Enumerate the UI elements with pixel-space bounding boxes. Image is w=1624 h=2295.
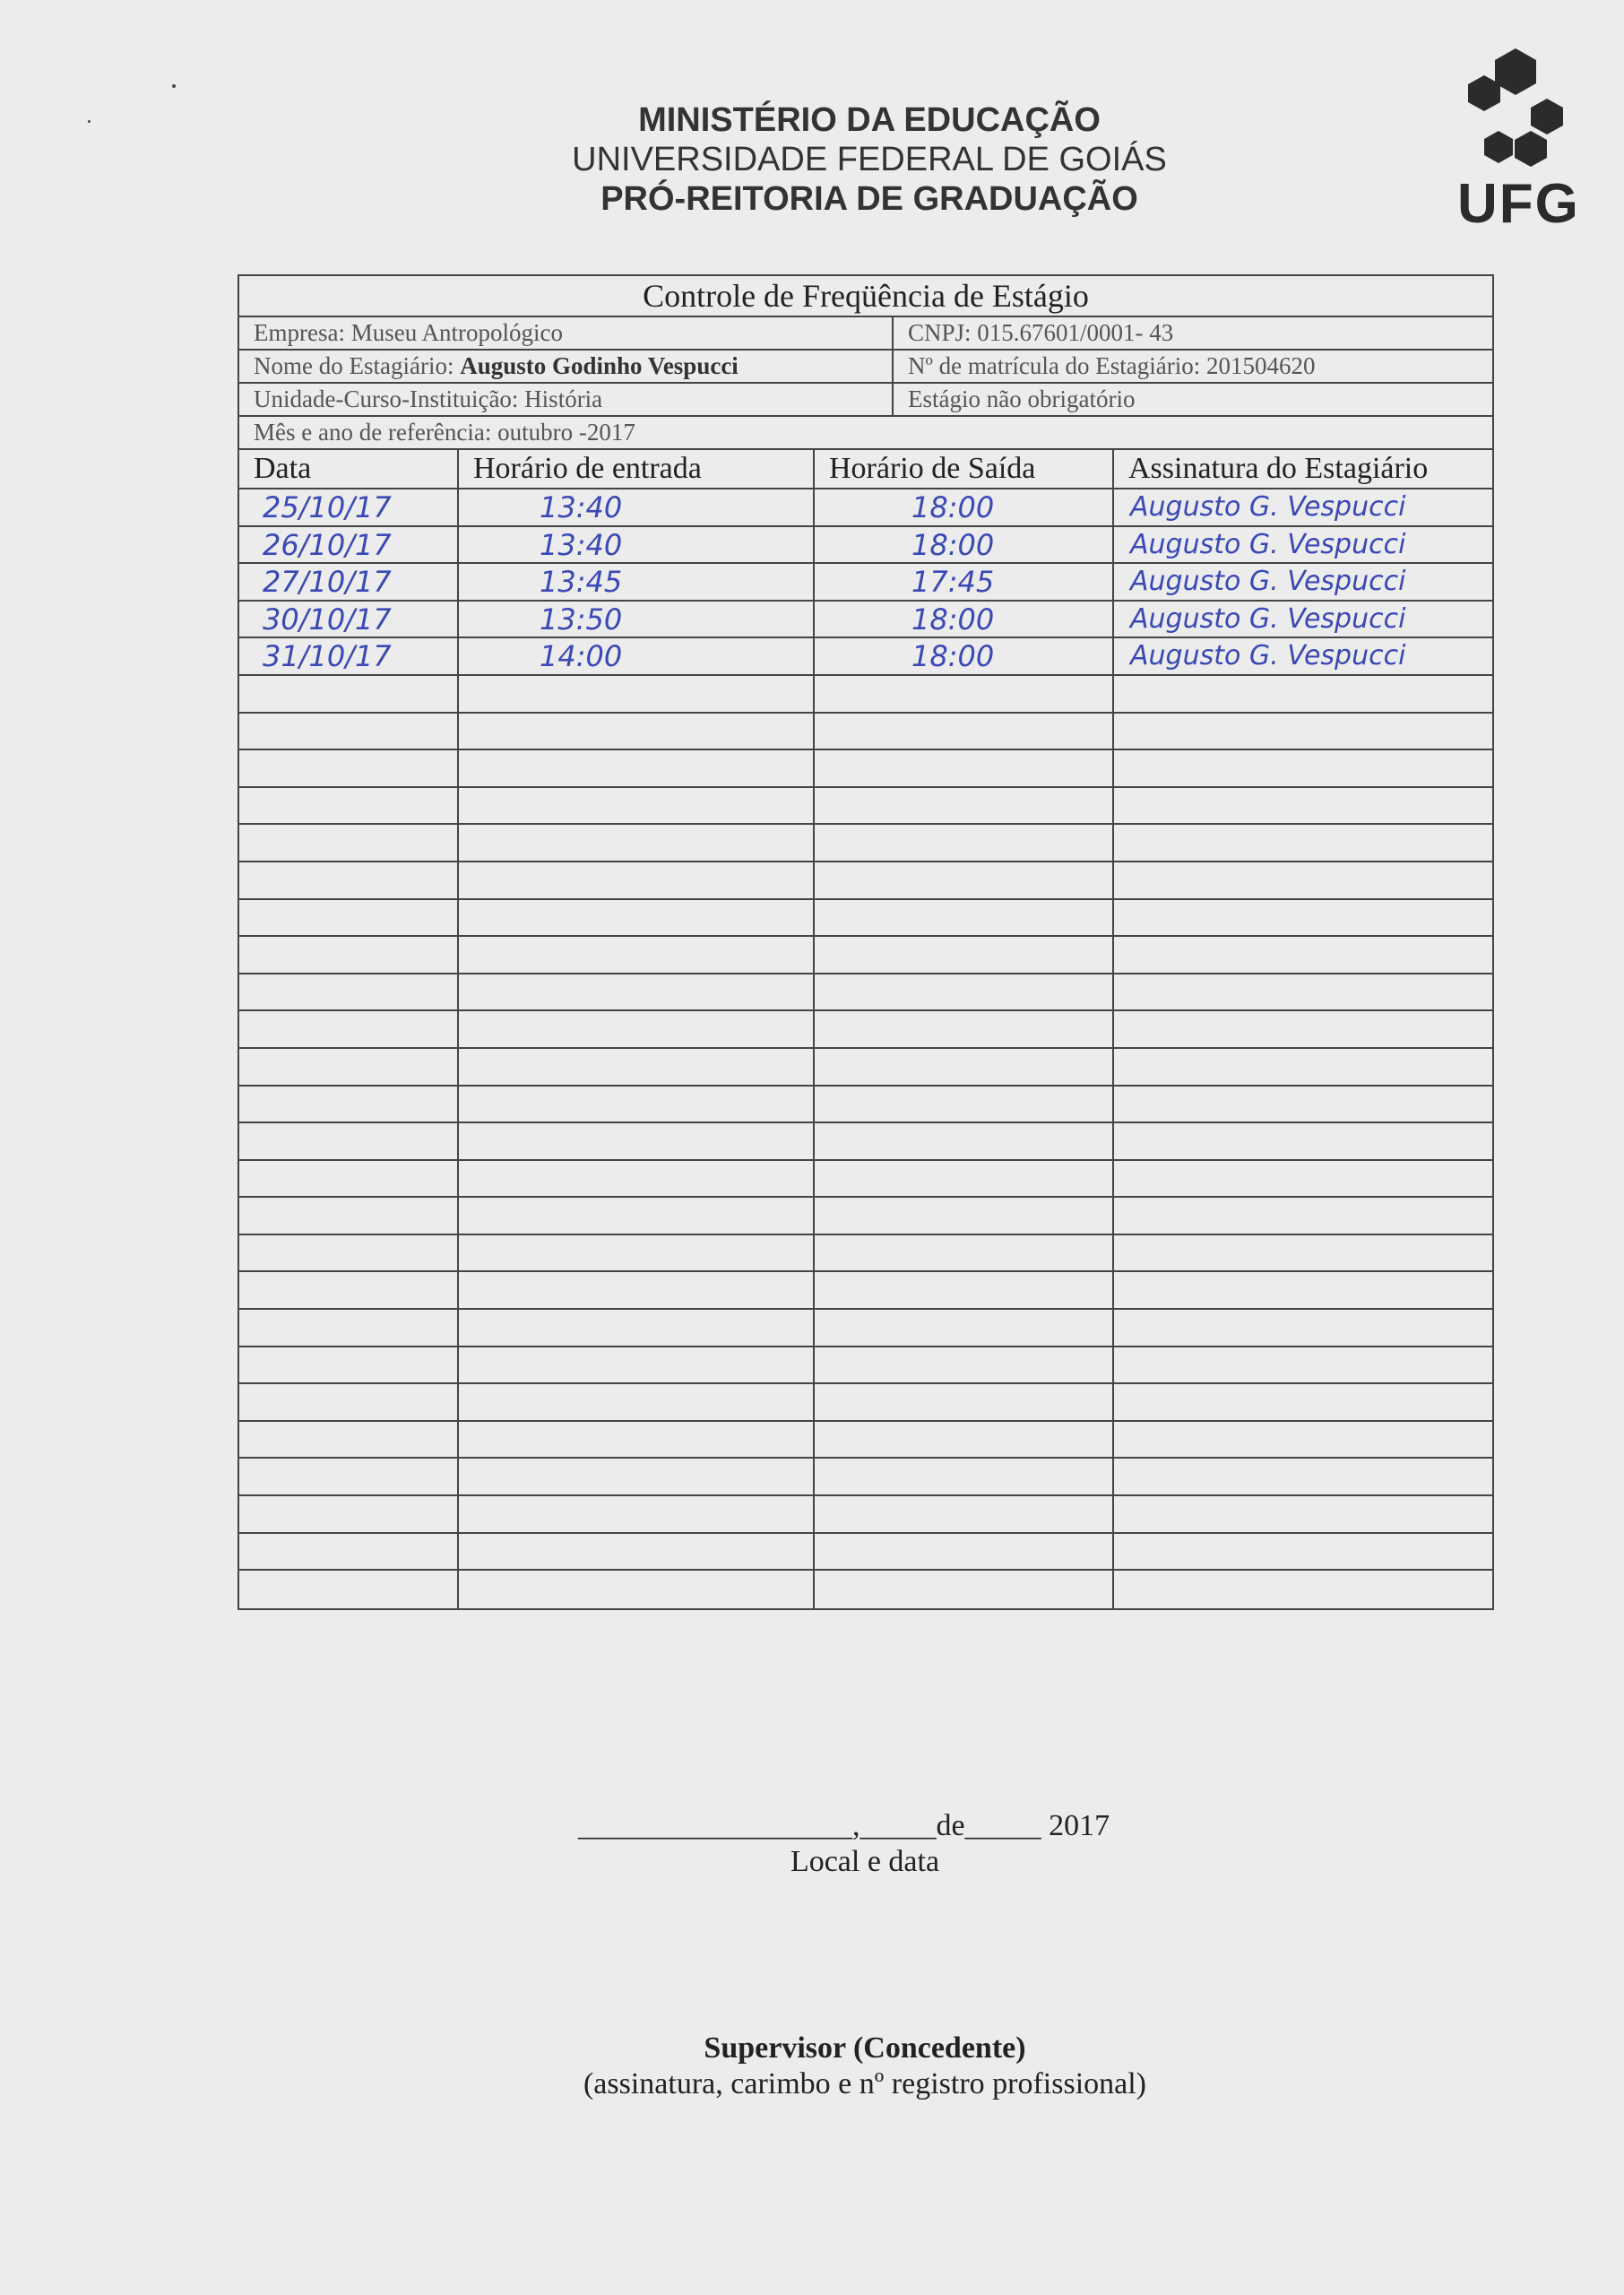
date-cell: [239, 862, 459, 898]
scan-speck: [172, 84, 176, 88]
entry-time-cell: [459, 1571, 815, 1608]
signature-cell: [1114, 825, 1492, 861]
empty-table-row: [239, 1534, 1492, 1572]
info-row-company: [239, 317, 1492, 351]
exit-time-cell: 18:00: [815, 638, 1114, 674]
exit-time-cell: [815, 974, 1114, 1010]
date-cell: [239, 1347, 459, 1383]
department-title: PRÓ-REITORIA DE GRADUAÇÃO: [600, 180, 1138, 218]
exit-time-cell: 18:00: [815, 527, 1114, 563]
entry-time-cell: [459, 1049, 815, 1085]
signature-cell: [1114, 1123, 1492, 1159]
date-cell: [239, 1384, 459, 1420]
exit-time-cell: [815, 1235, 1114, 1271]
signature-cell: [1114, 1161, 1492, 1197]
signature-cell: [1114, 676, 1492, 712]
intern-name-value: Augusto Godinho Vespucci: [460, 352, 739, 379]
empty-table-row: [239, 1422, 1492, 1459]
exit-time-cell: [815, 1198, 1114, 1234]
entry-time-cell: [459, 1496, 815, 1532]
entry-time-cell: 13:45: [459, 564, 815, 600]
place-date-label: Local e data: [790, 1845, 940, 1878]
empty-table-row: [239, 1310, 1492, 1347]
date-cell: 30/10/17: [239, 602, 459, 637]
empty-table-row: [239, 974, 1492, 1012]
table-row: [239, 638, 1492, 676]
signature-cell: [1114, 862, 1492, 898]
registration-field: Nº de matrícula do Estagiário: 201504620: [908, 352, 1316, 379]
signature-cell: [1114, 1310, 1492, 1346]
entry-time-cell: [459, 974, 815, 1010]
entry-time-cell: 14:00: [459, 638, 815, 674]
signature-cell: Augusto G. Vespucci: [1130, 602, 1406, 635]
entry-time-cell: [459, 900, 815, 936]
exit-time-cell: [815, 937, 1114, 973]
table-body: [239, 489, 1492, 1608]
table-header: [239, 450, 1492, 489]
entry-time-cell: [459, 1384, 815, 1420]
exit-time-cell: [815, 1534, 1114, 1570]
exit-time-cell: [815, 825, 1114, 861]
signature-cell: Augusto G. Vespucci: [1130, 491, 1406, 523]
supervisor-title: Supervisor (Concedente): [704, 2031, 1026, 2065]
exit-time-cell: [815, 1161, 1114, 1197]
empty-table-row: [239, 900, 1492, 938]
entry-time-cell: [459, 1310, 815, 1346]
date-cell: [239, 1011, 459, 1047]
date-cell: [239, 714, 459, 749]
entry-time-cell: [459, 1534, 815, 1570]
table-row: [239, 527, 1492, 565]
entry-time-cell: [459, 714, 815, 749]
date-cell: [239, 1571, 459, 1608]
company-field: Empresa: Museu Antropológico: [239, 317, 894, 349]
intern-name-label: Nome do Estagiário:: [254, 352, 461, 379]
empty-table-row: [239, 1459, 1492, 1496]
entry-time-cell: [459, 1011, 815, 1047]
signature-cell: [1114, 937, 1492, 973]
header-exit-time: Horário de Saída: [815, 450, 1114, 488]
entry-time-cell: [459, 750, 815, 786]
entry-time-cell: [459, 1235, 815, 1271]
date-cell: [239, 1049, 459, 1085]
header-signature: Assinatura do Estagiário: [1128, 452, 1429, 485]
date-cell: [239, 1422, 459, 1458]
exit-time-cell: [815, 900, 1114, 936]
place-date-line: __________________,_____de_____ 2017: [578, 1809, 1110, 1842]
entry-time-cell: [459, 1123, 815, 1159]
date-cell: [239, 974, 459, 1010]
date-cell: 31/10/17: [239, 638, 459, 674]
date-cell: [239, 788, 459, 824]
exit-time-cell: 17:45: [815, 564, 1114, 600]
entry-time-cell: [459, 937, 815, 973]
signature-cell: [1114, 1272, 1492, 1308]
entry-time-cell: 13:50: [459, 602, 815, 637]
date-cell: [239, 1496, 459, 1532]
date-cell: 27/10/17: [239, 564, 459, 600]
empty-table-row: [239, 1571, 1492, 1608]
entry-time-cell: [459, 1087, 815, 1122]
signature-cell: [1114, 714, 1492, 749]
exit-time-cell: [815, 1310, 1114, 1346]
entry-time-cell: [459, 1347, 815, 1383]
signature-cell: [1114, 900, 1492, 936]
signature-cell: [1114, 1459, 1492, 1494]
signature-cell: Augusto G. Vespucci: [1130, 566, 1406, 598]
empty-table-row: [239, 750, 1492, 788]
cnpj-field: CNPJ: 015.67601/0001- 43: [908, 319, 1174, 346]
exit-time-cell: [815, 714, 1114, 749]
entry-time-cell: [459, 825, 815, 861]
attendance-form: [238, 274, 1494, 1610]
empty-table-row: [239, 825, 1492, 862]
empty-table-row: [239, 1384, 1492, 1422]
exit-time-cell: [815, 1422, 1114, 1458]
exit-time-cell: 18:00: [815, 489, 1114, 525]
signature-cell: [1114, 1571, 1492, 1608]
empty-table-row: [239, 1011, 1492, 1049]
signature-cell: [1114, 974, 1492, 1010]
ufg-hexagon-icon: [1457, 48, 1574, 174]
table-row: [239, 489, 1492, 527]
date-cell: [239, 1459, 459, 1494]
university-title: UNIVERSIDADE FEDERAL DE GOIÁS: [572, 141, 1167, 178]
date-cell: [239, 900, 459, 936]
date-cell: [239, 825, 459, 861]
date-cell: 25/10/17: [239, 489, 459, 525]
empty-table-row: [239, 1123, 1492, 1161]
exit-time-cell: [815, 1384, 1114, 1420]
ufg-logo: [1457, 48, 1580, 235]
signature-cell: Augusto G. Vespucci: [1130, 640, 1406, 672]
table-row: [239, 564, 1492, 602]
entry-time-cell: [459, 1272, 815, 1308]
entry-time-cell: [459, 788, 815, 824]
date-cell: [239, 1310, 459, 1346]
date-cell: [239, 1087, 459, 1122]
header-date: Data: [239, 450, 459, 488]
table-row: [239, 602, 1492, 639]
signature-cell: [1114, 1011, 1492, 1047]
exit-time-cell: [815, 788, 1114, 824]
empty-table-row: [239, 1049, 1492, 1087]
signature-cell: [1114, 750, 1492, 786]
date-cell: [239, 1272, 459, 1308]
exit-time-cell: [815, 1011, 1114, 1047]
empty-table-row: [239, 1198, 1492, 1235]
exit-time-cell: [815, 1123, 1114, 1159]
date-cell: [239, 1123, 459, 1159]
info-row-intern: [239, 351, 1492, 384]
exit-time-cell: [815, 862, 1114, 898]
exit-time-cell: [815, 1571, 1114, 1608]
entry-time-cell: 13:40: [459, 527, 815, 563]
exit-time-cell: [815, 750, 1114, 786]
unit-course-field: Unidade-Curso-Instituição: História: [239, 384, 894, 415]
internship-type-field: Estágio não obrigatório: [908, 385, 1136, 412]
date-cell: [239, 676, 459, 712]
signature-cell: [1114, 1496, 1492, 1532]
date-cell: [239, 1198, 459, 1234]
intern-name-field: [239, 351, 894, 382]
empty-table-row: [239, 937, 1492, 974]
entry-time-cell: [459, 1422, 815, 1458]
signature-cell: [1114, 1384, 1492, 1420]
date-cell: [239, 1161, 459, 1197]
document-header: [502, 100, 1237, 219]
signature-cell: Augusto G. Vespucci: [1130, 528, 1406, 560]
empty-table-row: [239, 862, 1492, 900]
empty-table-row: [239, 1496, 1492, 1534]
reference-month-field: Mês e ano de referência: outubro -2017: [254, 419, 635, 446]
empty-table-row: [239, 1087, 1492, 1124]
supervisor-subtitle: (assinatura, carimbo e nº registro profissional): [583, 2067, 1147, 2100]
entry-time-cell: [459, 676, 815, 712]
form-title: Controle de Freqüência de Estágio: [239, 276, 1492, 317]
signature-cell: [1114, 788, 1492, 824]
empty-table-row: [239, 676, 1492, 714]
date-cell: [239, 1534, 459, 1570]
exit-time-cell: [815, 1049, 1114, 1085]
scan-speck: [88, 120, 91, 123]
info-row-unit: [239, 384, 1492, 417]
entry-time-cell: 13:40: [459, 489, 815, 525]
header-entry-time: Horário de entrada: [459, 450, 815, 488]
exit-time-cell: [815, 1459, 1114, 1494]
signature-cell: [1114, 1347, 1492, 1383]
ufg-logo-text: UFG: [1457, 173, 1580, 235]
info-row-month: [239, 417, 1492, 450]
empty-table-row: [239, 714, 1492, 751]
ministry-title: MINISTÉRIO DA EDUCAÇÃO: [638, 101, 1101, 139]
empty-table-row: [239, 1161, 1492, 1199]
entry-time-cell: [459, 1161, 815, 1197]
exit-time-cell: [815, 1347, 1114, 1383]
empty-table-row: [239, 788, 1492, 826]
date-cell: [239, 937, 459, 973]
entry-time-cell: [459, 1459, 815, 1494]
exit-time-cell: [815, 1087, 1114, 1122]
signature-cell: [1114, 1198, 1492, 1234]
signature-cell: [1114, 1534, 1492, 1570]
signature-cell: [1114, 1235, 1492, 1271]
date-cell: 26/10/17: [239, 527, 459, 563]
exit-time-cell: 18:00: [815, 602, 1114, 637]
signature-cell: [1114, 1087, 1492, 1122]
date-cell: [239, 750, 459, 786]
exit-time-cell: [815, 676, 1114, 712]
empty-table-row: [239, 1347, 1492, 1385]
empty-table-row: [239, 1272, 1492, 1310]
entry-time-cell: [459, 862, 815, 898]
entry-time-cell: [459, 1198, 815, 1234]
exit-time-cell: [815, 1272, 1114, 1308]
signature-cell: [1114, 1422, 1492, 1458]
exit-time-cell: [815, 1496, 1114, 1532]
date-cell: [239, 1235, 459, 1271]
signature-cell: [1114, 1049, 1492, 1085]
empty-table-row: [239, 1235, 1492, 1273]
